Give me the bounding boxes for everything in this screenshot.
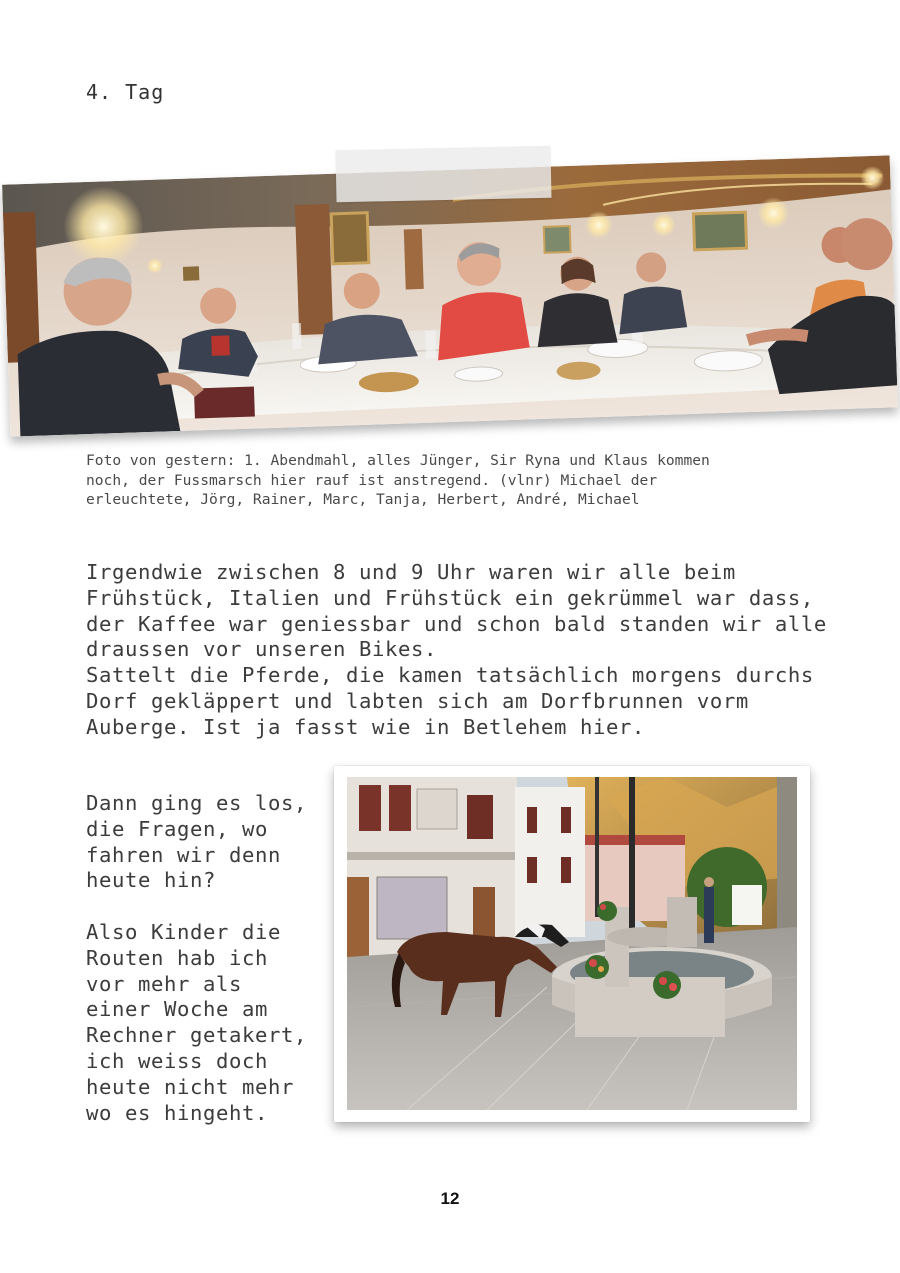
village-fountain-photo: [334, 766, 810, 1122]
photo-tape-strip: [335, 146, 551, 202]
body-paragraph: Irgendwie zwischen 8 und 9 Uhr waren wir alle beim Frühstück, Italien und Frühstück ein gekrümmel war dass, der Kaffee war geniessbar und schon bald standen wir alle draussen vor unseren Bikes. Sattelt die Pferde, die kamen tatsächlich morgens durchs Dorf gekläppert und labten sich am Dorfbrunnen vorm Auberge. Ist ja fasst wie in Betlehem hier.: [86, 560, 827, 739]
page-heading: 4. Tag: [86, 80, 165, 104]
side-paragraph: Dann ging es los, die Fragen, wo fahren wir denn heute hin? Also Kinder die Routen hab ich vor mehr als einer Woche am Rechner getakert, ich weiss doch heute nicht mehr wo es hingeht.: [86, 791, 307, 1125]
page-number: 12: [440, 1189, 460, 1208]
photo-caption: Foto von gestern: 1. Abendmahl, alles Jünger, Sir Ryna und Klaus kommen noch, der Fussmarsch hier rauf ist anstregend. (vlnr) Michael der erleuchtete, Jörg, Rainer, Marc, Tanja, Herbert, André, Michael: [86, 452, 710, 508]
